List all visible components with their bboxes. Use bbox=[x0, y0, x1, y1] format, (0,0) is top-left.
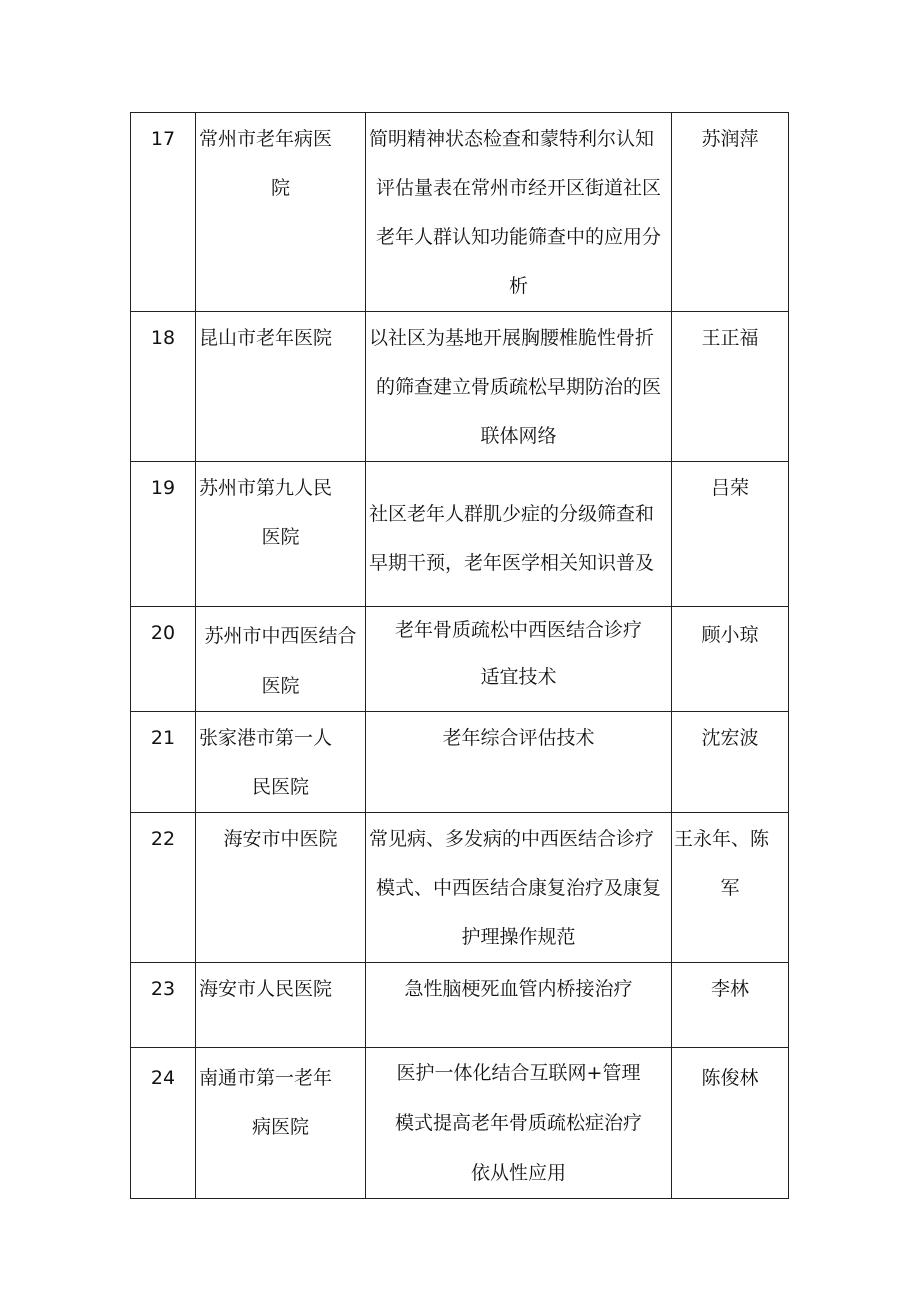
table-row bbox=[131, 113, 789, 312]
institution-line: 病医院 bbox=[251, 1116, 309, 1138]
institution-cell bbox=[196, 813, 366, 963]
institution-cell bbox=[196, 312, 366, 462]
technology-line: 评估量表在常州市经开区街道社区 bbox=[375, 177, 661, 199]
technology-line: 社区老年人群肌少症的分级筛查和 bbox=[369, 503, 655, 525]
person-line: 军 bbox=[720, 877, 740, 899]
institution-cell bbox=[196, 963, 366, 1048]
row-number: 18 bbox=[131, 312, 196, 462]
institution-line: 常州市老年病医 bbox=[199, 128, 333, 150]
person-cell: 吕荣 bbox=[672, 462, 789, 607]
technology-cell bbox=[366, 462, 672, 607]
technology-line: 老年骨质疏松中西医结合诊疗 bbox=[394, 619, 642, 641]
institution-line: 医院 bbox=[261, 526, 300, 548]
technology-line: 早期干预，老年医学相关知识普及 bbox=[369, 552, 655, 574]
row-number: 20 bbox=[131, 607, 196, 712]
technology-line: 简明精神状态检查和蒙特利尔认知 bbox=[369, 128, 655, 150]
institution-line: 民医院 bbox=[251, 776, 309, 798]
table-row bbox=[131, 462, 789, 607]
table-row bbox=[131, 607, 789, 712]
technology-line: 模式提高老年骨质疏松症治疗 bbox=[394, 1112, 642, 1134]
row-number: 22 bbox=[131, 813, 196, 963]
table-row bbox=[131, 963, 789, 1048]
technology-line: 依从性应用 bbox=[470, 1162, 566, 1184]
person-cell: 苏润萍 bbox=[672, 113, 789, 312]
institution-line: 海安市中医院 bbox=[223, 828, 338, 850]
table-row bbox=[131, 1048, 789, 1199]
row-number: 17 bbox=[131, 113, 196, 312]
person-cell: 李林 bbox=[672, 963, 789, 1048]
table-row bbox=[131, 813, 789, 963]
institution-cell bbox=[196, 113, 366, 312]
technology-line: 的筛查建立骨质疏松早期防治的医 bbox=[375, 376, 661, 398]
institution-line: 医院 bbox=[261, 675, 300, 697]
technology-line: 医护一体化结合互联网+管理 bbox=[396, 1062, 641, 1084]
institution-line: 昆山市老年医院 bbox=[199, 327, 333, 349]
person-cell: 陈俊林 bbox=[672, 1048, 789, 1199]
institution-cell bbox=[196, 462, 366, 607]
hospital-technology-table bbox=[130, 112, 789, 1199]
row-number: 24 bbox=[131, 1048, 196, 1199]
technology-cell bbox=[366, 113, 672, 312]
technology-cell bbox=[366, 963, 672, 1048]
institution-line: 苏州市中西医结合 bbox=[204, 625, 357, 647]
institution-line: 海安市人民医院 bbox=[199, 978, 333, 1000]
institution-cell bbox=[196, 712, 366, 813]
person-cell: 沈宏波 bbox=[672, 712, 789, 813]
institution-cell bbox=[196, 607, 366, 712]
technology-cell bbox=[366, 607, 672, 712]
technology-line: 以社区为基地开展胸腰椎脆性骨折 bbox=[369, 327, 655, 349]
technology-line: 适宜技术 bbox=[480, 666, 557, 688]
technology-cell bbox=[366, 712, 672, 813]
institution-line: 苏州市第九人民 bbox=[199, 477, 333, 499]
technology-line: 联体网络 bbox=[480, 425, 557, 447]
institution-cell bbox=[196, 1048, 366, 1199]
technology-line: 急性脑梗死血管内桥接治疗 bbox=[404, 978, 633, 1000]
technology-line: 护理操作规范 bbox=[461, 926, 576, 948]
technology-cell bbox=[366, 312, 672, 462]
technology-cell bbox=[366, 813, 672, 963]
institution-line: 院 bbox=[270, 177, 290, 199]
person-cell bbox=[672, 813, 789, 963]
person-cell: 王正福 bbox=[672, 312, 789, 462]
technology-line: 老年人群认知功能筛查中的应用分 bbox=[375, 226, 661, 248]
institution-line: 南通市第一老年 bbox=[199, 1067, 333, 1089]
technology-line: 常见病、多发病的中西医结合诊疗 bbox=[369, 828, 655, 850]
technology-cell bbox=[366, 1048, 672, 1199]
row-number: 21 bbox=[131, 712, 196, 813]
technology-line: 老年综合评估技术 bbox=[442, 727, 595, 749]
institution-line: 张家港市第一人 bbox=[199, 727, 333, 749]
technology-line: 模式、中西医结合康复治疗及康复 bbox=[375, 877, 661, 899]
table-row bbox=[131, 712, 789, 813]
row-number: 23 bbox=[131, 963, 196, 1048]
person-cell: 顾小琼 bbox=[672, 607, 789, 712]
person-line: 王永年、陈 bbox=[674, 828, 770, 850]
table-row bbox=[131, 312, 789, 462]
technology-line: 析 bbox=[508, 275, 528, 297]
row-number: 19 bbox=[131, 462, 196, 607]
